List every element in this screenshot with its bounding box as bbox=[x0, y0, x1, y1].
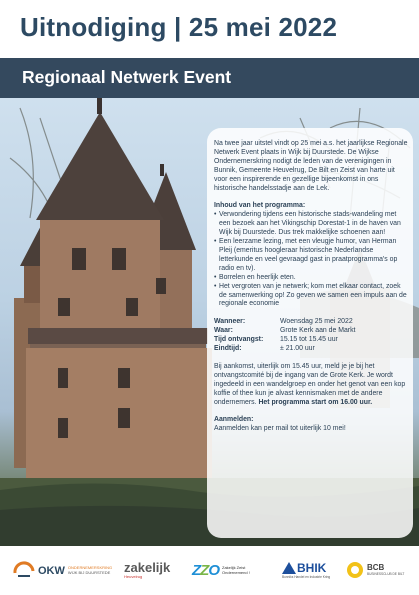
bhik-mark-icon bbox=[282, 562, 296, 574]
list-item: • Borrelen en heerlijk eten. bbox=[214, 273, 296, 281]
event-banner bbox=[0, 58, 419, 98]
okw-logo: OKW ONDERNEMERSKRING WIJK BIJ DUURSTEDE bbox=[12, 556, 112, 584]
list-item: • Een leerzame lezing, met een vleugje humor, van Herman Pleij (emeritus hoogleraar historische Nederlandse letterkunde en veel gevraagd gast in praatprogramma's op radio en tv). bbox=[214, 238, 398, 272]
detail-row-end-time: Eindtijd: ± 21.00 uur bbox=[214, 345, 315, 353]
detail-row-where: Waar: Grote Kerk aan de Markt bbox=[214, 327, 356, 335]
detail-row-when: Wanneer: Woensdag 25 mei 2022 bbox=[214, 318, 353, 326]
registration-heading: Aanmelden: bbox=[214, 416, 254, 424]
bcb-logo: BCB BUSINESSCLUB DE BILT bbox=[346, 556, 404, 584]
intro-paragraph: Na twee jaar uitstel vindt op 25 mei a.s. het jaarlijkse Regionale Netwerk Event plaats in Wijk bij Duurstede. De Wijkse Ondernemerskring nodigt de leden van de verenigingen in Bunnik, Gemeente Heuvelrug, De Bilt en Zeist van harte uit voor een inspirerende en gezellige bijeenkomst in ons historische handelsstadje aan de Lek. bbox=[214, 140, 408, 192]
list-item: • Verwondering tijdens een historische stads-wandeling met een bezoek aan het Vikingschip Dorestat-1 in de haven van Wijk bij Duurstede. Dus trek makkelijke schoenen aan! bbox=[214, 211, 401, 237]
okw-mark-icon bbox=[12, 558, 36, 582]
bhik-logo: BHIK Bunniks Handel en Industrie Kring bbox=[282, 560, 331, 579]
list-item: • Het vergroten van je netwerk; kom met elkaar contact, zoek de samenwerking op! Zo geven we samen een impuls aan de regionale economie bbox=[214, 282, 407, 308]
detail-row-arrival-time: Tijd ontvangst: 15.15 tot 15.45 uur bbox=[214, 336, 338, 344]
page-title: Uitnodiging | 25 mei 2022 bbox=[20, 12, 338, 42]
bcb-mark-icon bbox=[346, 561, 364, 579]
arrival-paragraph: Bij aankomst, uiterlijk om 15.45 uur, meld je je bij het ontvangstcomité bij de ingang van de Grote Kerk. Je wordt ingedeeld in een wandelgroep en onder het genot van een kop koffie of thee kun je alvast kennismaken met de andere ondernemers. Het programma start om 16.00 uur. bbox=[214, 362, 406, 406]
zakelijk-heuvelrug-logo: zakelijk Heuvelrug bbox=[124, 560, 171, 579]
sponsor-logos bbox=[0, 546, 419, 595]
program-start: Het programma start om 16.00 uur. bbox=[258, 398, 373, 406]
invitation-text bbox=[214, 140, 408, 434]
header bbox=[0, 0, 419, 58]
registration-text: Aanmelden kan per mail tot uiterlijk 10 mei! bbox=[214, 425, 346, 433]
zzo-logo: ZZO Zakelijk Zeist Ondernemend ! bbox=[192, 561, 250, 579]
event-subtitle: Regionaal Netwerk Event bbox=[22, 67, 232, 87]
program-heading: Inhoud van het programma: bbox=[214, 202, 306, 210]
